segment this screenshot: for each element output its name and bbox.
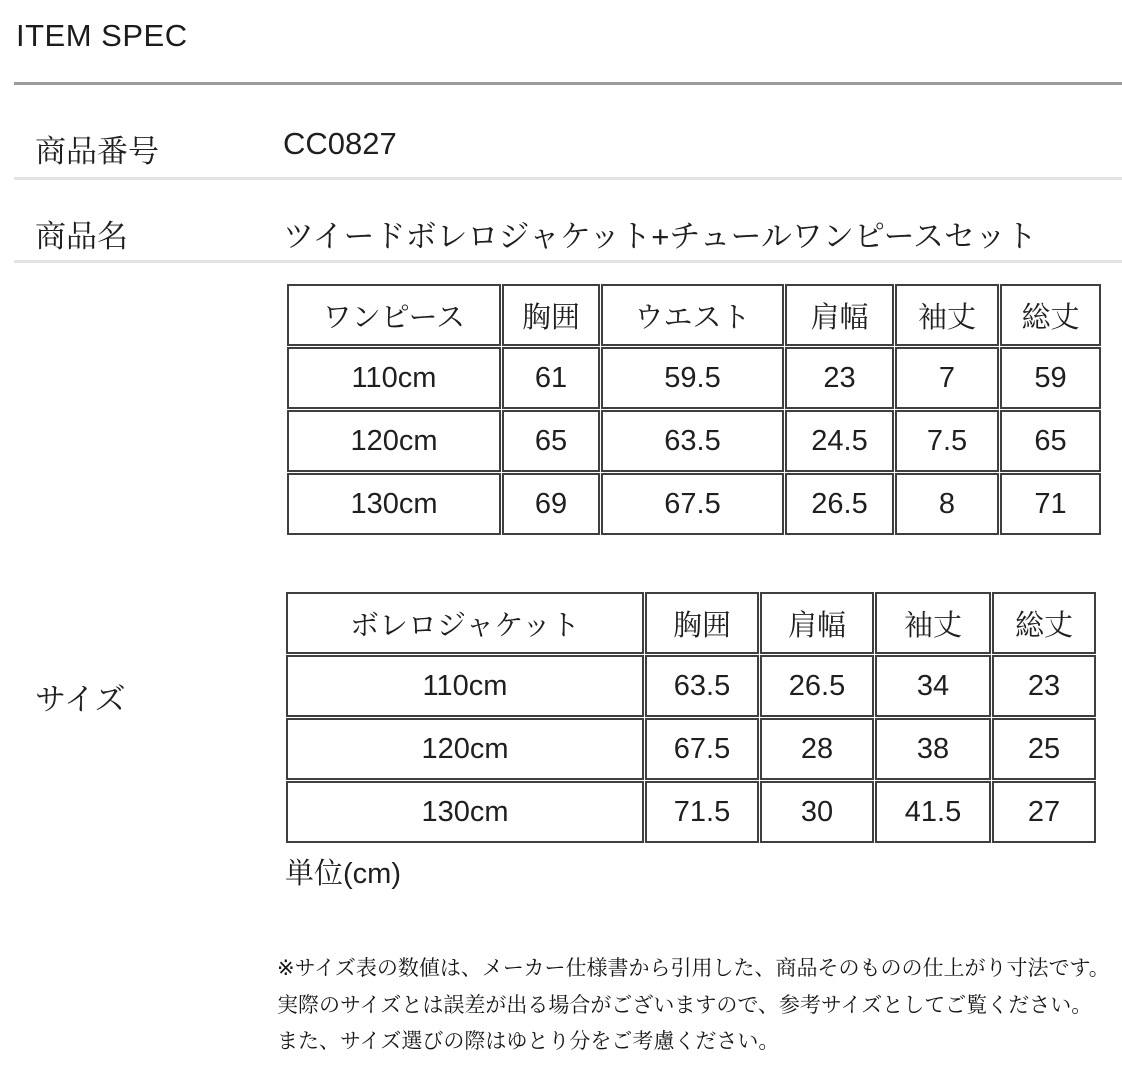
size-table-header-cell: 総丈 — [992, 592, 1096, 654]
size-table-cell: 63.5 — [601, 410, 784, 472]
size-table-cell: 38 — [875, 718, 991, 780]
size-table-header-cell: 総丈 — [1000, 284, 1101, 346]
page-title: ITEM SPEC — [16, 18, 188, 53]
size-table-cell: 120cm — [286, 718, 644, 780]
size-table-header-cell: ワンピース — [287, 284, 501, 346]
size-table-cell: 26.5 — [760, 655, 874, 717]
size-table-row — [287, 410, 1101, 472]
size-table-row — [286, 718, 1096, 780]
product-number-value: CC0827 — [283, 126, 397, 161]
size-table-cell: 7 — [895, 347, 999, 409]
size-table-cell: 27 — [992, 781, 1096, 843]
size-table-header-cell: 袖丈 — [895, 284, 999, 346]
size-table-cell: 65 — [502, 410, 600, 472]
divider-top — [14, 82, 1122, 85]
disclaimer-line: ※サイズ表の数値は、メーカー仕様書から引用した、商品そのものの仕上がり寸法です。 — [277, 957, 1110, 980]
size-table-header-cell: 袖丈 — [875, 592, 991, 654]
size-table-cell: 110cm — [286, 655, 644, 717]
size-table-cell: 63.5 — [645, 655, 759, 717]
size-table-cell: 67.5 — [601, 473, 784, 535]
size-table-cell: 26.5 — [785, 473, 894, 535]
divider-product-number — [14, 177, 1122, 180]
size-table-cell: 120cm — [287, 410, 501, 472]
product-name-value: ツイードボレロジャケット+チュールワンピースセット — [283, 219, 1038, 254]
size-table-cell: 30 — [760, 781, 874, 843]
product-name-label: 商品名 — [35, 219, 128, 254]
size-table-header-cell: 胸囲 — [502, 284, 600, 346]
size-table-cell: 23 — [992, 655, 1096, 717]
size-table-header-cell: ボレロジャケット — [286, 592, 644, 654]
size-table-row — [286, 781, 1096, 843]
size-table-cell: 67.5 — [645, 718, 759, 780]
size-table-cell: 59 — [1000, 347, 1101, 409]
size-table-cell: 59.5 — [601, 347, 784, 409]
unit-note: 単位(cm) — [285, 858, 401, 890]
size-table-header-cell: ウエスト — [601, 284, 784, 346]
size-table-cell: 69 — [502, 473, 600, 535]
size-table-cell: 41.5 — [875, 781, 991, 843]
size-table-cell: 23 — [785, 347, 894, 409]
size-label: サイズ — [35, 682, 126, 717]
product-number-label: 商品番号 — [35, 134, 159, 169]
size-table-cell: 130cm — [286, 781, 644, 843]
disclaimer-line: また、サイズ選びの際はゆとり分をご考慮ください。 — [277, 1030, 780, 1053]
size-table-row — [287, 473, 1101, 535]
size-table-header-cell: 肩幅 — [785, 284, 894, 346]
size-table-cell: 61 — [502, 347, 600, 409]
size-table-cell: 8 — [895, 473, 999, 535]
size-table-cell: 71.5 — [645, 781, 759, 843]
size-table-row — [286, 655, 1096, 717]
size-table-cell: 65 — [1000, 410, 1101, 472]
size-table-header-cell: 胸囲 — [645, 592, 759, 654]
size-table-header-row — [287, 284, 1101, 346]
size-table-cell: 24.5 — [785, 410, 894, 472]
dress-size-table — [286, 283, 1102, 536]
size-table-cell: 25 — [992, 718, 1096, 780]
size-table-cell: 130cm — [287, 473, 501, 535]
disclaimer-line: 実際のサイズとは誤差が出る場合がございますので、参考サイズとしてご覧ください。 — [277, 993, 1093, 1017]
size-table-cell: 110cm — [287, 347, 501, 409]
size-table-cell: 7.5 — [895, 410, 999, 472]
jacket-size-table — [285, 591, 1097, 844]
size-table-cell: 28 — [760, 718, 874, 780]
size-table-header-row — [286, 592, 1096, 654]
size-table-header-cell: 肩幅 — [760, 592, 874, 654]
size-table-row — [287, 347, 1101, 409]
divider-product-name — [14, 260, 1122, 263]
size-disclaimer — [277, 951, 1110, 1061]
size-table-cell: 34 — [875, 655, 991, 717]
size-table-cell: 71 — [1000, 473, 1101, 535]
